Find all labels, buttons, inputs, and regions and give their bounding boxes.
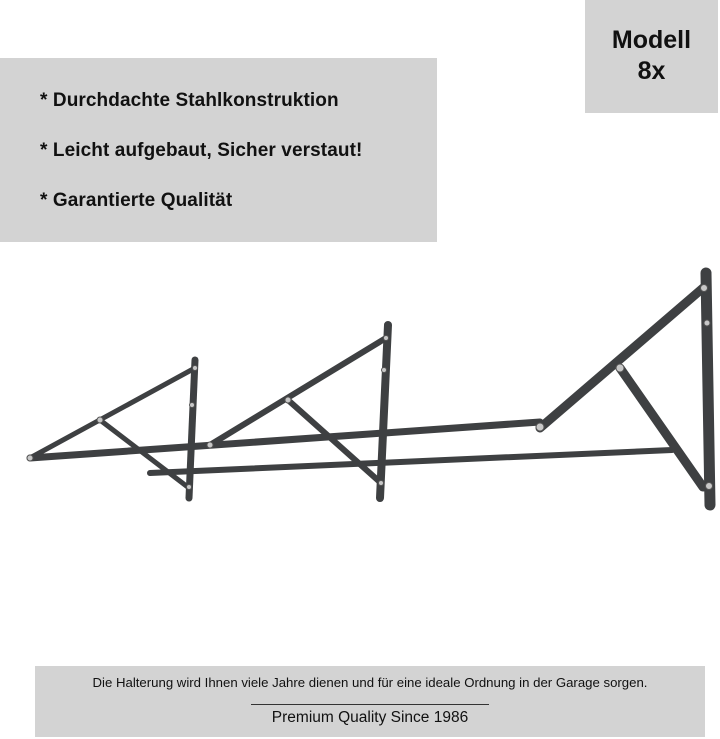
bolt <box>616 364 624 372</box>
footer-description: Die Halterung wird Ihnen viele Jahre dienen und für eine ideale Ordnung in der Garage sorgen. <box>92 675 648 690</box>
bolt <box>382 368 387 373</box>
bolt <box>706 483 713 490</box>
bolt <box>384 336 389 341</box>
bracket-3-upper-arm <box>540 288 703 428</box>
bolt <box>193 366 198 371</box>
rear-bar <box>150 450 672 473</box>
feature-item-easy-assembly: * Leicht aufgebaut, Sicher verstaut! <box>40 140 363 161</box>
footer-panel <box>35 666 705 737</box>
feature-item-guaranteed-quality: * Garantierte Qualität <box>40 190 233 211</box>
bolt <box>207 442 213 448</box>
bolt <box>27 455 33 461</box>
bolt <box>704 320 710 326</box>
wall-plate-3 <box>706 273 710 505</box>
bolt <box>190 403 195 408</box>
wall-plate-2 <box>380 325 388 498</box>
feature-panel <box>0 58 437 242</box>
bolt <box>97 417 103 423</box>
model-badge <box>585 0 718 113</box>
model-label: Modell <box>611 26 692 54</box>
bracket-1-upper-arm <box>30 368 195 458</box>
bracket-3-brace <box>620 368 703 487</box>
bolt <box>379 481 384 486</box>
bracket-2-upper-arm <box>210 338 386 445</box>
bolt <box>536 423 544 431</box>
premium-quality-tagline: Premium Quality Since 1986 <box>271 709 469 726</box>
wall-plate-1 <box>189 360 195 498</box>
wall-bracket-product-image <box>0 255 720 515</box>
bolt <box>701 285 708 292</box>
bolt <box>187 485 192 490</box>
bolt <box>285 397 291 403</box>
model-count: 8x <box>637 57 666 85</box>
feature-item-steel-construction: * Durchdachte Stahlkonstruktion <box>40 90 339 111</box>
footer-divider <box>251 704 489 705</box>
